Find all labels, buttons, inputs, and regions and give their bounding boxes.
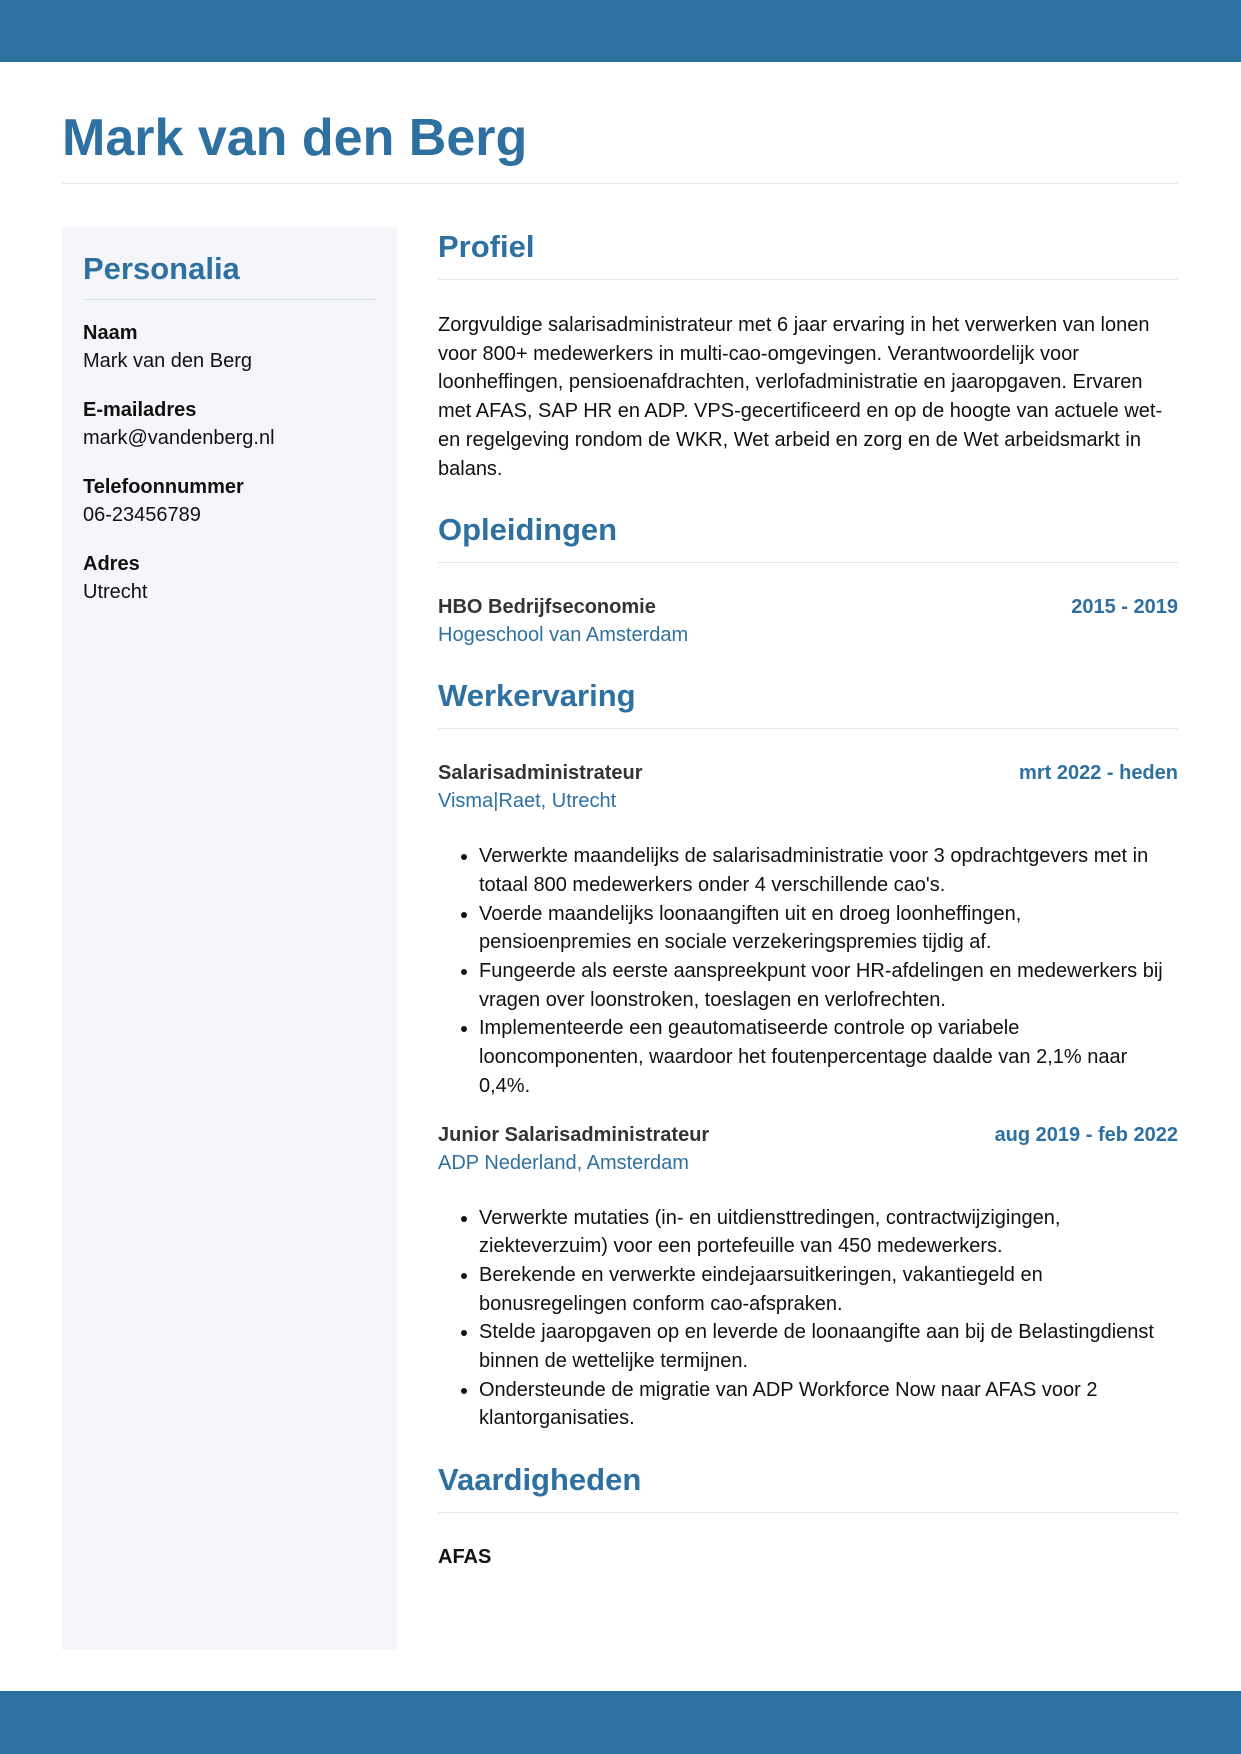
- entry-header: [438, 593, 1178, 621]
- job-bullets: [438, 842, 1178, 1100]
- personalia-heading: Personalia: [83, 251, 240, 286]
- job-entry: [438, 759, 1178, 1100]
- bullet-item: • Verwerkte mutaties (in- en uitdiensttredingen, contractwijzigingen, ziekteverzuim) voor een portefeuille van 450 medewerkers.: [479, 1204, 1178, 1261]
- field-value: Utrecht: [83, 581, 148, 603]
- bullet-item: • Implementeerde een geautomatiseerde controle op variabele looncomponenten, waardoor het foutenpercentage daalde van 2,1% naar 0,4%.: [479, 1014, 1178, 1100]
- field-label: Adres: [83, 553, 140, 575]
- field-adres: [83, 550, 375, 606]
- field-value: 06-23456789: [83, 504, 201, 526]
- candidate-name: Mark van den Berg: [62, 109, 528, 167]
- field-label: Naam: [83, 322, 138, 344]
- profile-text: Zorgvuldige salarisadministrateur met 6 jaar ervaring in het verwerken van lonen voor 800+ medewerkers in multi-cao-omgevingen. Verantwoordelijk voor loonheffingen, pensioenafdrachten, verlofadministratie en jaaropgaven. Ervaren met AFAS, SAP HR en ADP. VPS-gecertificeerd en op de hoogte van actuele wet- en regelgeving rondom de WKR, Wet arbeid en zorg en de Wet arbeidsmarkt in balans.: [438, 314, 1163, 480]
- skills-heading: Vaardigheden: [438, 1462, 642, 1498]
- field-value: Mark van den Berg: [83, 350, 252, 372]
- personalia-divider: [83, 299, 375, 300]
- company-name: ADP Nederland, Amsterdam: [438, 1151, 689, 1174]
- job-dates: aug 2019 - feb 2022: [994, 1123, 1178, 1146]
- field-label: E-mailadres: [83, 399, 197, 421]
- experience-section: [438, 676, 1178, 1433]
- company-name: Visma|Raet, Utrecht: [438, 790, 617, 813]
- entry-header: [438, 1121, 1178, 1149]
- job-bullets: [438, 1204, 1178, 1434]
- field-telefoon: [83, 473, 375, 529]
- entry-header: [438, 759, 1178, 787]
- experience-heading: Werkervaring: [438, 678, 636, 714]
- bullet-item: • Stelde jaaropgaven op en leverde de loonaangifte aan bij de Belastingdienst binnen de wettelijke termijnen.: [479, 1318, 1178, 1375]
- education-section: [438, 510, 1178, 649]
- section-divider: [438, 728, 1178, 729]
- field-value: mark@vandenberg.nl: [83, 427, 275, 449]
- institution-name: Hogeschool van Amsterdam: [438, 624, 689, 647]
- field-email: [83, 396, 375, 452]
- name-divider: [62, 183, 1178, 184]
- header-bar: [0, 0, 1241, 62]
- personalia-sidebar: [62, 227, 397, 1650]
- job-dates: mrt 2022 - heden: [1019, 762, 1178, 785]
- main-column: [438, 227, 1178, 1571]
- footer-bar: [0, 1691, 1241, 1754]
- job-title: Junior Salarisadministrateur: [438, 1123, 710, 1146]
- profile-heading: Profiel: [438, 229, 535, 264]
- education-entry: [438, 593, 1178, 649]
- degree-title: HBO Bedrijfseconomie: [438, 596, 656, 619]
- section-divider: [438, 279, 1178, 280]
- profile-section: [438, 227, 1178, 483]
- education-dates: 2015 - 2019: [1071, 596, 1178, 619]
- personalia-fields: [83, 319, 375, 627]
- bullet-item: • Verwerkte maandelijks de salarisadministratie voor 3 opdrachtgevers met in totaal 800 medewerkers onder 4 verschillende cao's.: [479, 842, 1178, 899]
- bullet-item: • Voerde maandelijks loonaangiften uit en droeg loonheffingen, pensioenpremies en sociale verzekeringspremies tijdig af.: [479, 900, 1178, 957]
- bullet-item: • Fungeerde als eerste aanspreekpunt voor HR-afdelingen en medewerkers bij vragen over loonstroken, toeslagen en verlofrechten.: [479, 957, 1178, 1014]
- bullet-item: • Ondersteunde de migratie van ADP Workforce Now naar AFAS voor 2 klantorganisaties.: [479, 1376, 1178, 1433]
- job-title: Salarisadministrateur: [438, 762, 643, 785]
- field-naam: [83, 319, 375, 375]
- section-divider: [438, 1512, 1178, 1513]
- skills-section: [438, 1460, 1178, 1571]
- job-entry: [438, 1121, 1178, 1434]
- field-label: Telefoonnummer: [83, 476, 244, 498]
- bullet-item: • Berekende en verwerkte eindejaarsuitkeringen, vakantiegeld en bonusregelingen conform cao-afspraken.: [479, 1261, 1178, 1318]
- section-divider: [438, 562, 1178, 563]
- education-heading: Opleidingen: [438, 512, 618, 548]
- skill-item: AFAS: [438, 1546, 492, 1569]
